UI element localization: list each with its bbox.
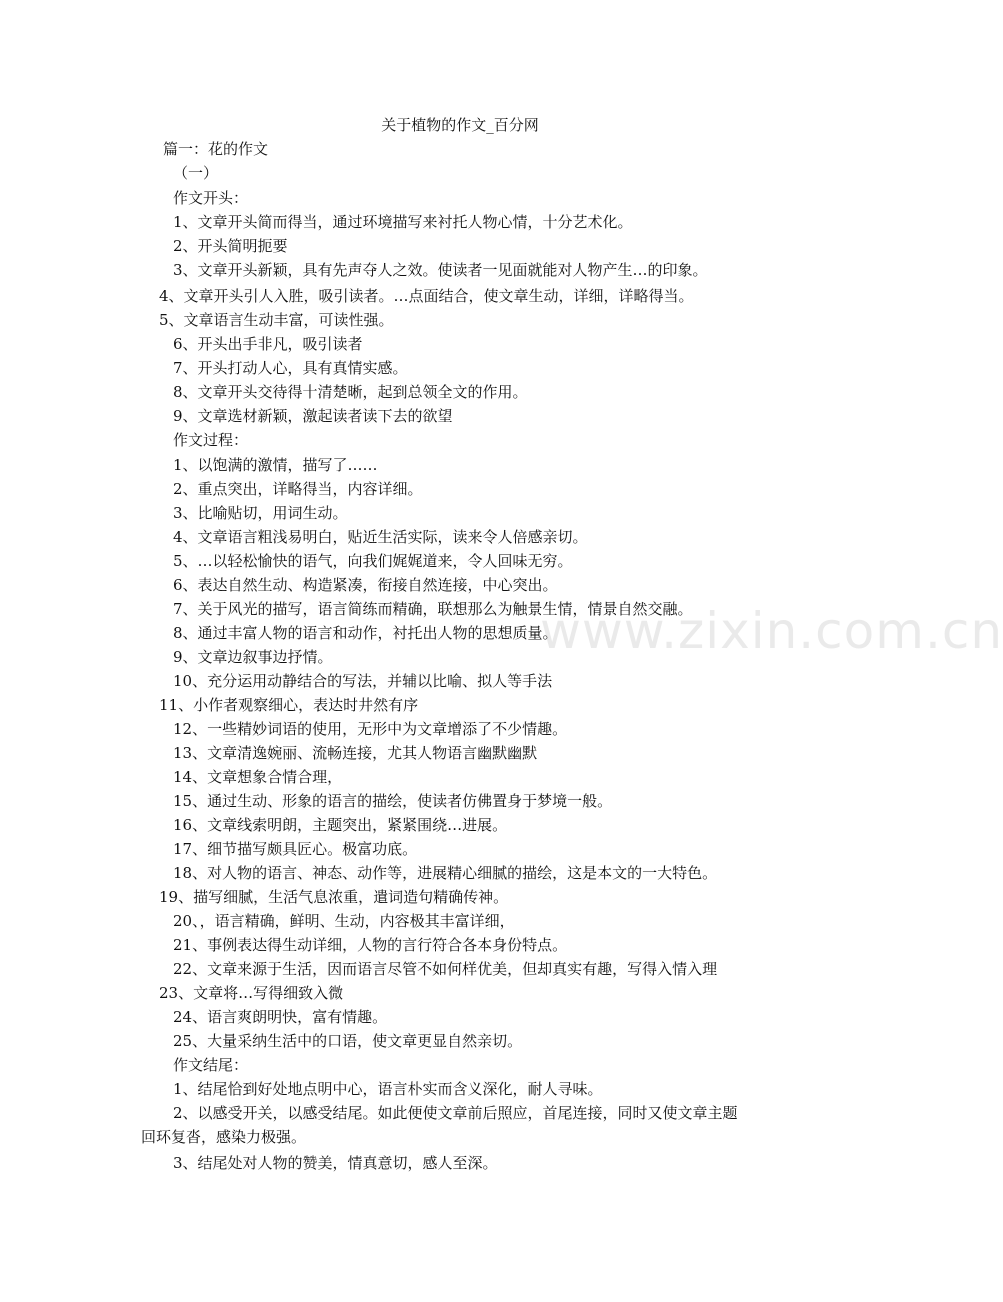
text-line: 2、开头简明扼要 xyxy=(173,237,288,255)
text-line: 14、文章想象合情合理， xyxy=(173,768,343,786)
text-line: 回环复沓，感染力极强。 xyxy=(141,1128,307,1146)
text-line: 4、文章开头引人入胜，吸引读者。…点面结合，使文章生动，详细，详略得当。 xyxy=(159,287,694,305)
text-line: 7、关于风光的描写，语言简练而精确，联想那么为触景生情，情景自然交融。 xyxy=(173,600,693,618)
text-line: 作文开头： xyxy=(173,189,249,207)
text-line: 11、小作者观察细心，表达时井然有序 xyxy=(159,696,419,714)
text-line: 作文结尾： xyxy=(173,1056,249,1074)
text-line: 6、开头出手非凡，吸引读者 xyxy=(173,335,363,353)
text-line: 1、文章开头简而得当，通过环境描写来衬托人物心情，十分艺术化。 xyxy=(173,213,633,231)
text-line: （一） xyxy=(173,164,219,182)
text-line: 3、文章开头新颖，具有先声夺人之效。使读者一见面就能对人物产生…的印象。 xyxy=(173,261,708,279)
text-line: 18、对人物的语言、神态、动作等，进展精心细腻的描绘，这是本文的一大特色。 xyxy=(173,864,718,882)
text-line: 1、结尾恰到好处地点明中心，语言朴实而含义深化，耐人寻味。 xyxy=(173,1080,603,1098)
text-line: 10、充分运用动静结合的写法，并辅以比喻、拟人等手法 xyxy=(173,672,553,690)
text-line: 1、以饱满的激情，描写了…… xyxy=(173,456,378,474)
text-line: 23、文章将…写得细致入微 xyxy=(159,984,344,1002)
text-line: 3、结尾处对人物的赞美，情真意切，感人至深。 xyxy=(173,1154,498,1172)
text-line: 8、文章开头交待得十清楚晰，起到总领全文的作用。 xyxy=(173,383,528,401)
text-line: 17、细节描写颇具匠心。极富功底。 xyxy=(173,840,418,858)
text-line: 22、文章来源于生活，因而语言尽管不如何样优美，但却真实有趣，写得入情入理 xyxy=(173,960,718,978)
text-line: 8、通过丰富人物的语言和动作，衬托出人物的思想质量。 xyxy=(173,624,558,642)
text-line: 21、事例表达得生动详细，人物的言行符合各本身份特点。 xyxy=(173,936,568,954)
watermark: www.zixin.com.cn xyxy=(540,602,1003,660)
text-line: 3、比喻贴切，用词生动。 xyxy=(173,504,348,522)
text-line: 作文过程： xyxy=(173,431,249,449)
text-line: 5、…以轻松愉快的语气，向我们娓娓道来，令人回味无穷。 xyxy=(173,552,573,570)
text-line: 9、文章边叙事边抒情。 xyxy=(173,648,333,666)
text-line: 5、文章语言生动丰富，可读性强。 xyxy=(159,311,394,329)
text-line: 13、文章清逸婉丽、流畅连接，尤其人物语言幽默幽默 xyxy=(173,744,538,762)
text-line: 4、文章语言粗浅易明白，贴近生活实际，读来令人倍感亲切。 xyxy=(173,528,588,546)
text-line: 15、通过生动、形象的语言的描绘，使读者仿佛置身于梦境一般。 xyxy=(173,792,613,810)
document-title: 关于植物的作文_百分网 xyxy=(381,116,539,134)
text-line: 24、语言爽朗明快，富有情趣。 xyxy=(173,1008,388,1026)
text-line: 19、描写细腻，生活气息浓重，遣词造句精确传神。 xyxy=(159,888,509,906)
text-line: 2、以感受开关，以感受结尾。如此便使文章前后照应，首尾连接，同时又使文章主题 xyxy=(173,1104,738,1122)
text-line: 9、文章选材新颖，激起读者读下去的欲望 xyxy=(173,407,453,425)
text-line: 2、重点突出，详略得当，内容详细。 xyxy=(173,480,423,498)
text-line: 16、文章线索明朗，主题突出，紧紧围绕…进展。 xyxy=(173,816,508,834)
text-line: 7、开头打动人心，具有真情实感。 xyxy=(173,359,408,377)
text-line: 篇一：花的作文 xyxy=(163,140,269,158)
text-line: 20、，语言精确，鲜明、生动，内容极其丰富详细， xyxy=(173,912,515,930)
text-line: 6、表达自然生动、构造紧凑，衔接自然连接，中心突出。 xyxy=(173,576,558,594)
text-line: 25、大量采纳生活中的口语，使文章更显自然亲切。 xyxy=(173,1032,523,1050)
text-line: 12、一些精妙词语的使用，无形中为文章增添了不少情趣。 xyxy=(173,720,568,738)
